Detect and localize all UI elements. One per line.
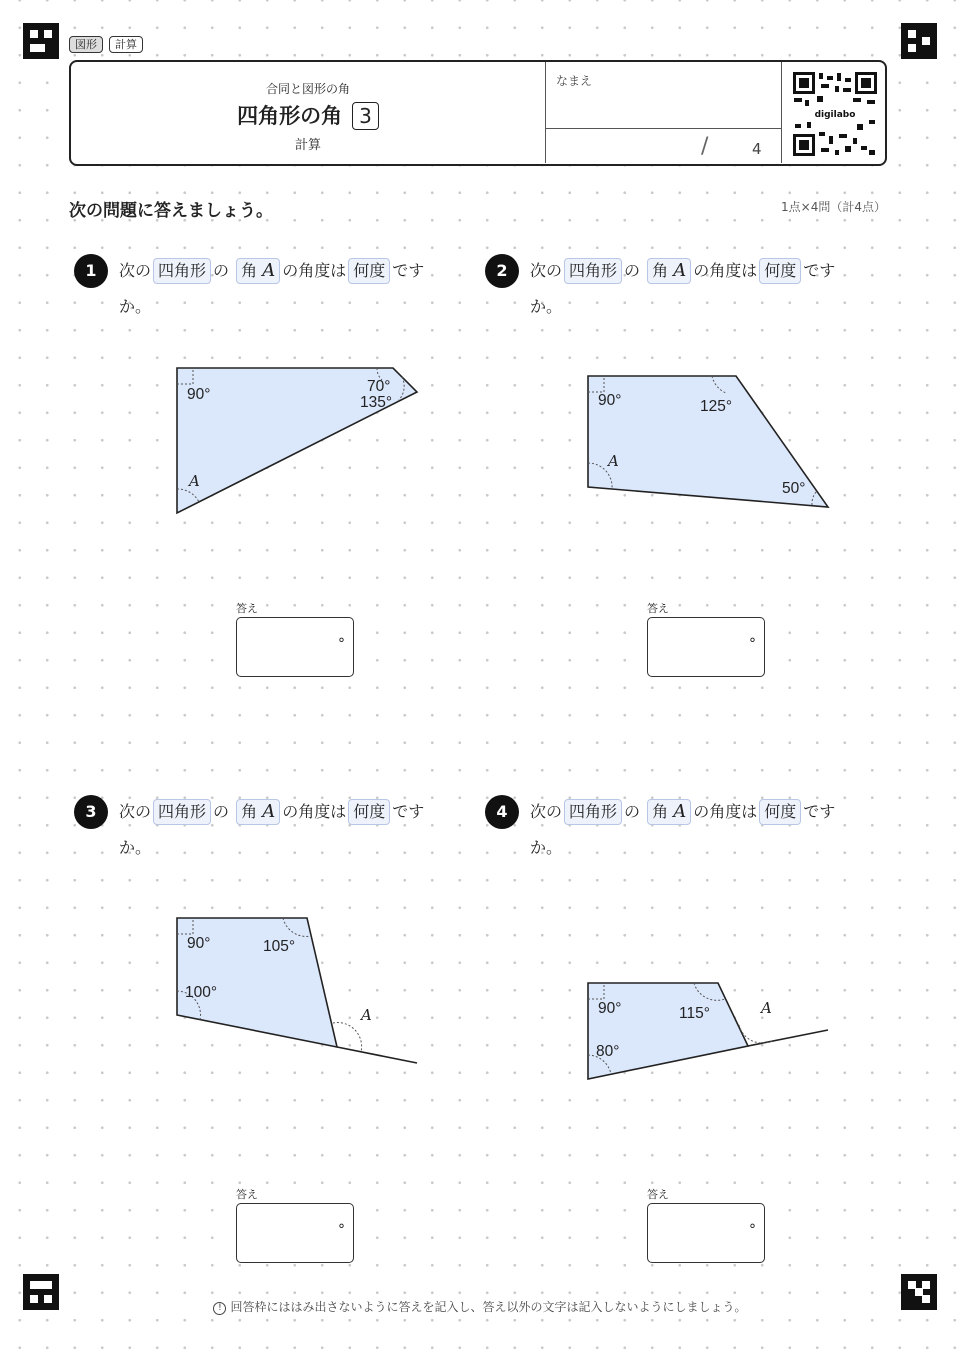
answer-label-1: 答え [236, 602, 258, 615]
degree-unit: ° [749, 636, 756, 652]
question-number-3: 3 [74, 795, 108, 829]
angle-label: 90° [187, 386, 211, 403]
tag-calculation: 計算 [109, 36, 143, 53]
angle-label: 80° [596, 1043, 620, 1060]
title-text: 四角形の角 [237, 104, 343, 128]
quadrilateral-figure-2 [576, 364, 846, 524]
angle-a-label: A [608, 452, 619, 470]
angle-label: 125° [700, 398, 733, 415]
question-number-4: 4 [485, 795, 519, 829]
angle-label: 105° [263, 938, 296, 955]
answer-box-2[interactable] [647, 617, 765, 677]
name-field[interactable] [546, 128, 781, 129]
question-text-3: 次の 四角形 の 角 A の角度は 何度 です か。 [119, 801, 425, 857]
answer-box-1[interactable] [236, 617, 354, 677]
angle-label: 90° [598, 1000, 622, 1017]
info-icon: ! [213, 1302, 226, 1315]
name-label: なまえ [556, 74, 593, 88]
angle-a-label: A [361, 1006, 372, 1024]
question-text-1: 次の 四角形 の 角 A の角度は 何度 です か。 [119, 260, 425, 316]
question-number-1: 1 [74, 254, 108, 288]
question-text-4: 次の 四角形 の 角 A の角度は 何度 です か。 [530, 801, 836, 857]
worksheet-header [69, 60, 887, 166]
quadrilateral-figure-4 [576, 972, 846, 1092]
degree-unit: ° [749, 1222, 756, 1238]
angle-a-label: A [189, 472, 200, 490]
question-number-2: 2 [485, 254, 519, 288]
qr-text: digilabo [814, 110, 856, 120]
score-total: 4 [752, 140, 762, 158]
answer-label-2: 答え [647, 602, 669, 615]
qr-code-icon [791, 70, 879, 158]
angle-a-label: A [761, 999, 772, 1017]
footer-note [0, 1298, 960, 1315]
answer-label-4: 答え [647, 1188, 669, 1201]
category-label: 計算 [294, 138, 321, 153]
angle-label: 50° [782, 480, 806, 497]
quadrilateral-figure-3 [165, 906, 435, 1076]
name-score-area [546, 62, 782, 163]
corner-marker-top-left [23, 23, 59, 59]
tag-group [69, 36, 143, 53]
title-area [71, 62, 546, 163]
qr-code-area [783, 62, 887, 163]
answer-box-4[interactable] [647, 1203, 765, 1263]
degree-unit: ° [338, 1222, 345, 1238]
quadrilateral-figure-1 [165, 358, 435, 528]
score-slash: / [701, 134, 709, 159]
instruction: 次の問題に答えましょう。 [69, 201, 273, 221]
answer-label-3: 答え [236, 1188, 258, 1201]
degree-unit: ° [338, 636, 345, 652]
title-number: 3 [352, 102, 379, 130]
corner-marker-top-right [901, 23, 937, 59]
question-text-2: 次の 四角形 の 角 A の角度は 何度 です か。 [530, 260, 836, 316]
points-info: 1点×4問（計4点） [781, 200, 886, 214]
page-title [71, 100, 545, 130]
angle-label: 100° [185, 984, 218, 1001]
tag-figure: 図形 [69, 36, 103, 53]
angle-label: 90° [187, 935, 211, 952]
footer-text: 回答枠にははみ出さないように答えを記入し、答え以外の文字は記入しないようにしましょう。 [230, 1300, 747, 1314]
angle-label: 115° [679, 1005, 710, 1022]
unit-subtitle: 合同と図形の角 [265, 82, 350, 96]
angle-label: 135° [360, 394, 393, 411]
angle-label: 70° [367, 378, 391, 395]
angle-label: 90° [598, 392, 622, 409]
answer-box-3[interactable] [236, 1203, 354, 1263]
